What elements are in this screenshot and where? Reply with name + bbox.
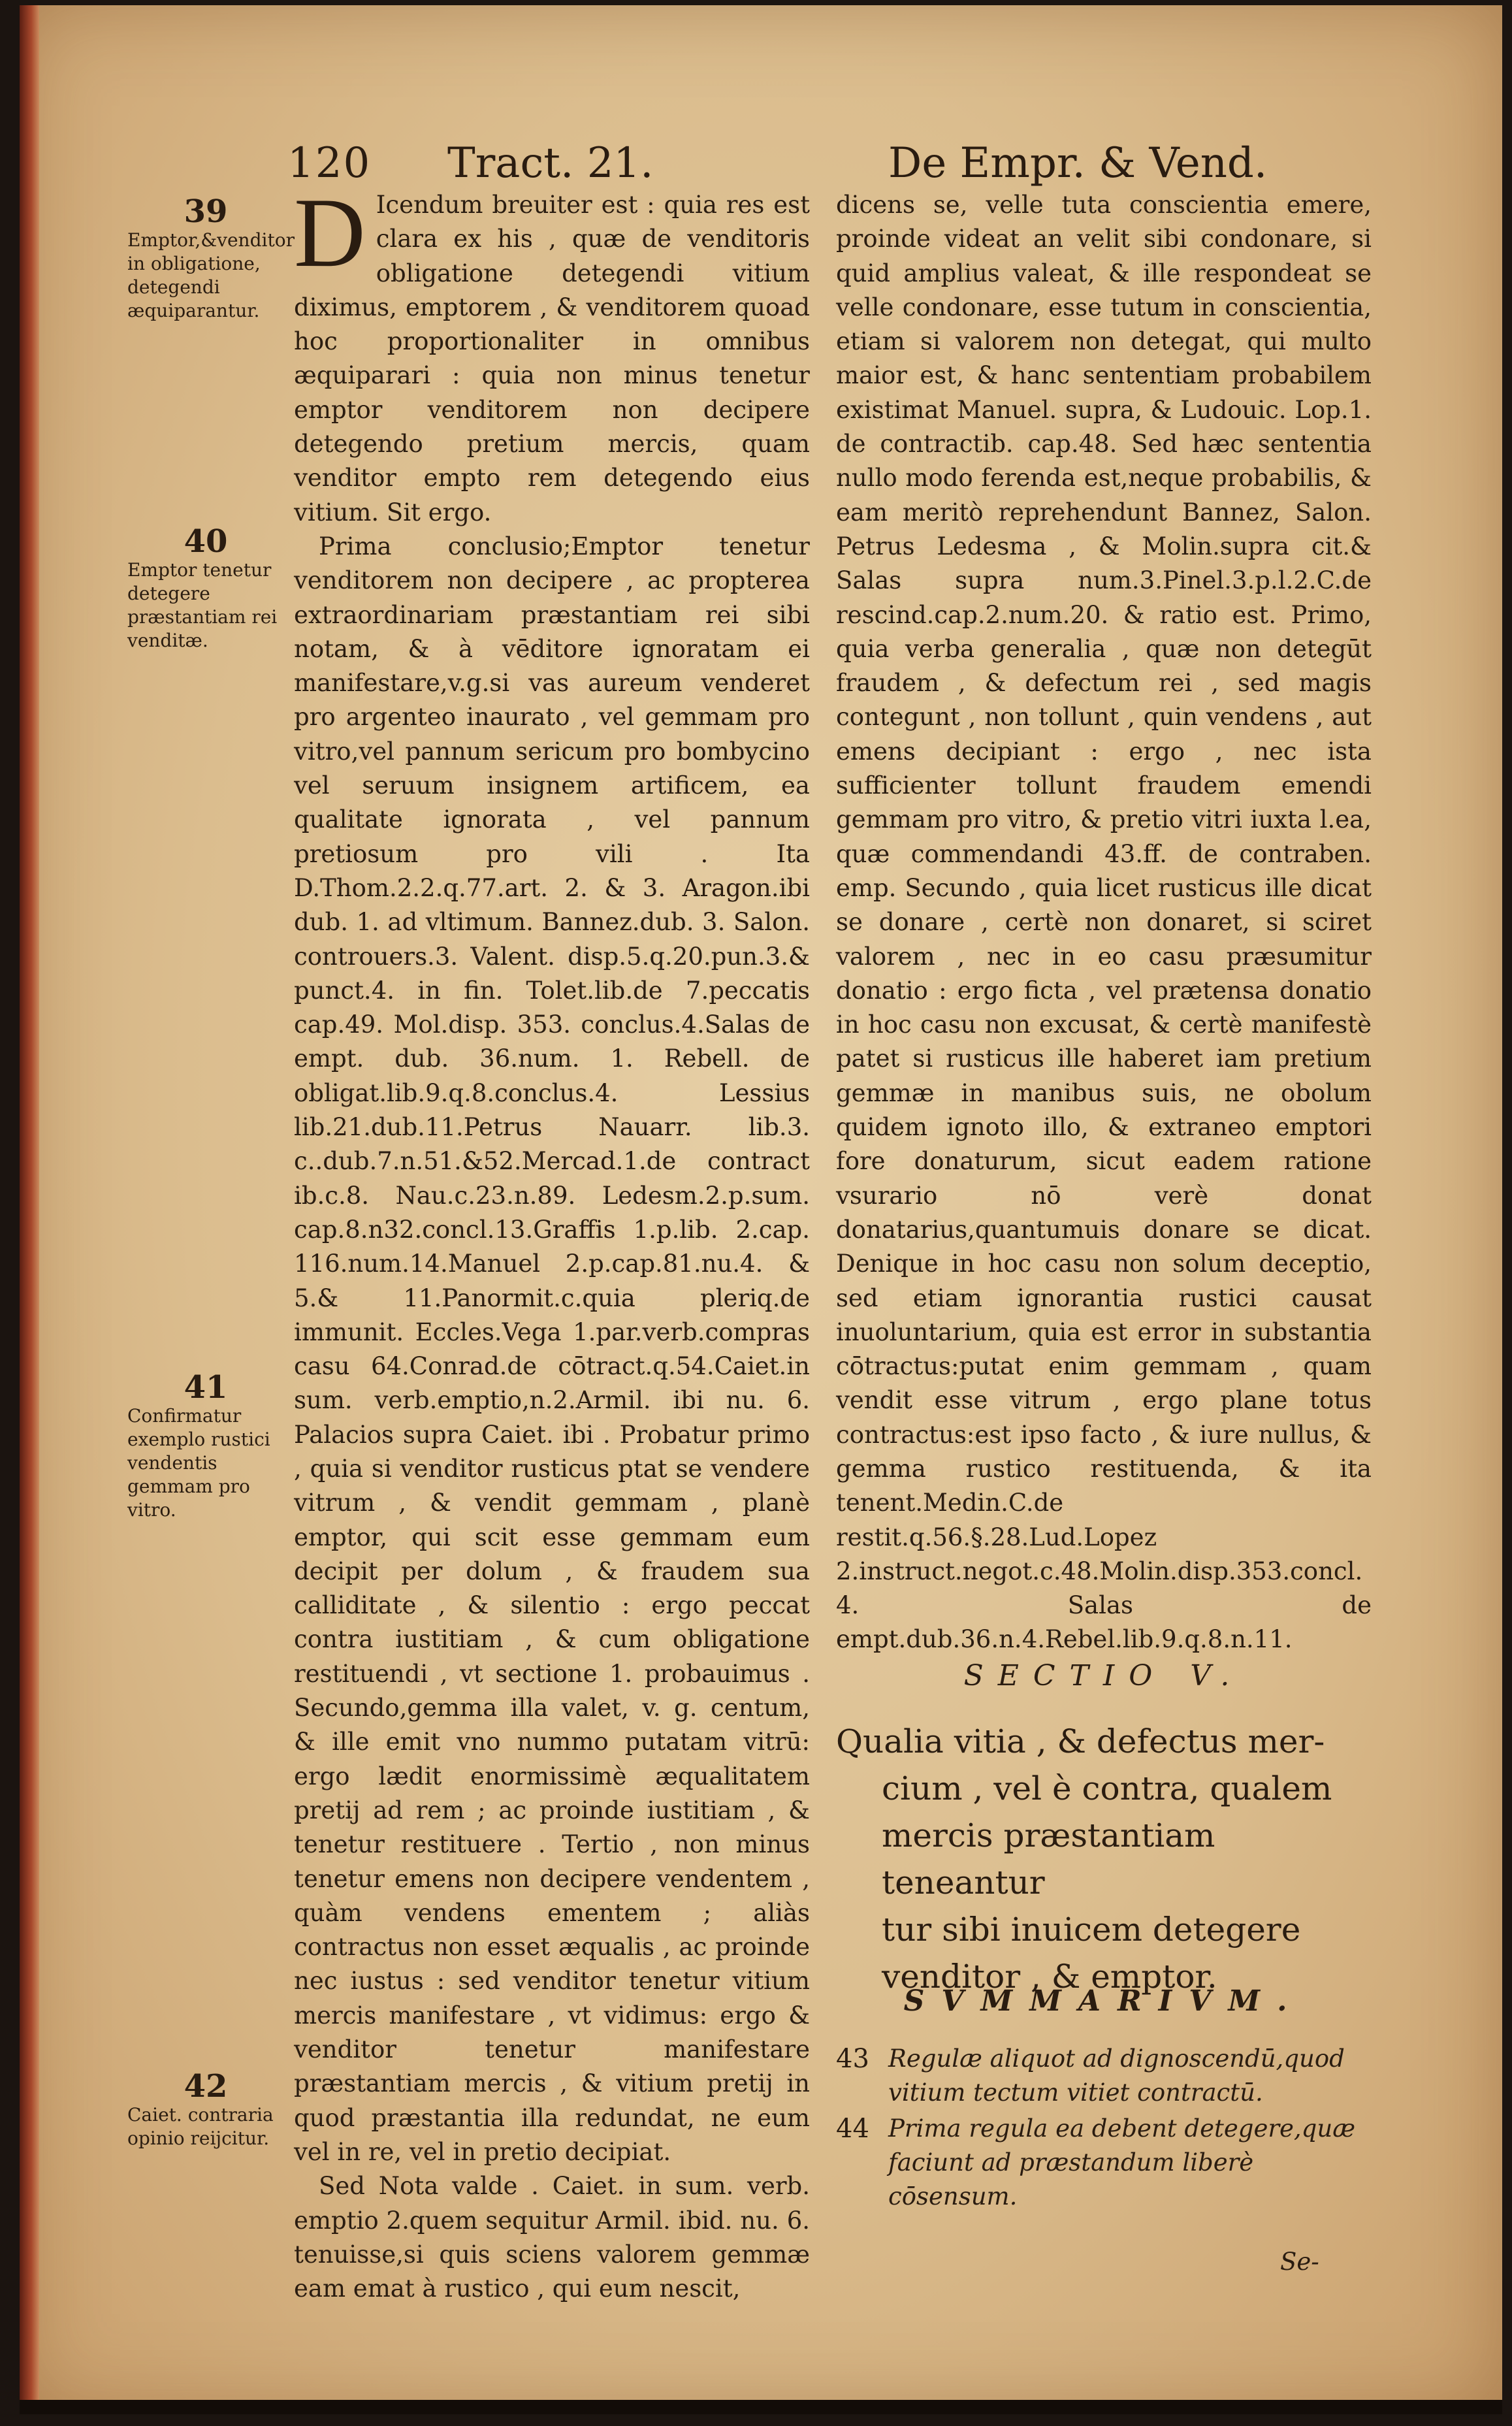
running-head-right: De Empr. & Vend. [888, 139, 1268, 187]
running-head-left: Tract. 21. [447, 139, 654, 187]
section-title-line: cium , vel è contra, qualem [882, 1770, 1332, 1807]
margin-note-42 [127, 2069, 284, 2150]
left-text-column [294, 178, 810, 2306]
summary-heading: SVMMARIVM. [903, 1984, 1304, 2018]
drop-cap: D [294, 178, 366, 287]
summary-item-number: 43 [836, 2044, 869, 2074]
margin-note-text: Emptor,&venditor in obligatione, detegendi æquiparantur. [127, 229, 295, 321]
book-page [20, 5, 1502, 2414]
section-title-line: mercis præstantiam teneantur [882, 1817, 1215, 1901]
summary-item-44 [836, 2112, 1372, 2214]
page-edge-left [20, 5, 39, 2414]
margin-note-39 [127, 193, 295, 323]
paragraph-intro: Icendum breuiter est : quia res est clara ex his , quæ de venditoris obligatione detegendi vitium diximus, emptorem , & venditorem quoad hoc proportionaliter in omnibus æquiparari : quia non minus tenetur emptor venditorem non decipere detegendo pretium mercis, quam venditor empto rem detegendo eius vitium. Sit ergo. [294, 191, 810, 526]
catchword: Se- [1280, 2248, 1319, 2276]
section-heading: SECTIO V. [963, 1659, 1244, 1692]
margin-note-number: 41 [184, 1369, 228, 1406]
margin-note-text: Caiet. contraria opinio reijcitur. [127, 2104, 274, 2149]
margin-note-number: 40 [184, 523, 228, 560]
summary-item-text: Regulæ aliquot ad dignoscendū,quod vitium tectum vitiet contractū. [888, 2045, 1345, 2107]
section-title-line: tur sibi inuicem detegere [882, 1911, 1301, 1949]
section-title-line: Qualia vitia , & defectus mer- [836, 1722, 1325, 1760]
page-edge-bottom [20, 2400, 1502, 2414]
margin-note-number: 39 [184, 193, 228, 230]
paragraph-continuation: dicens se, velle tuta conscientia emere, proinde videat an velit sibi condonare, si quid amplius valeat, & ille respondeat se velle condonare, esse tutum in conscientia, etiam si valorem non detegat, qui multo maior est, & hanc sententiam probabilem existimat Manuel. supra, & Ludouic. Lop.1. de contractib. cap.48. Sed hæc sententia nullo modo ferenda est,neque probabilis, & eam meritò reprehendunt Bannez, Salon. Petrus Ledesma , & Molin.supra cit.& Salas supra num.3.Pinel.3.p.l.2.C.de rescind.cap.2.num.20. & ratio est. Primo, quia verba generalia , quæ non detegūt fraudem , & defectum rei , sed magis contegunt , non tollunt , quin vendens , aut emens decipiant : ergo , nec ista sufficienter tollunt fraudem emendi gemmam pro vitro, & pretio vitri iuxta l.ea, quæ commendandi 43.ff. de contraben. emp. Secundo , quia licet rusticus ille dicat se donare , certè non donaret, si sciret valorem , nec in eo casu præsumitur donatio : ergo ficta , vel prætensa donatio in hoc casu non excusat, & certè manifestè patet si rusticus ille haberet iam pretium gemmæ in manibus suis, ne obolum quidem ignoto illo, & extraneo emptori fore donaturum, sicut eadem ratione vsurario nō verè donat donatarius,quantumuis donare se dicat. Denique in hoc casu non solum deceptio, sed etiam ignorantia rustici causat inuoluntarium, quia est error in substantia cōtractus:putat enim gemmam , quam vendit esse vitrum , ergo plane totus contractus:est ipso facto , & iure nullus, & gemma rustico restituenda, & ita tenent.Medin.C.de restit.q.56.§.28.Lud.Lopez 2.instruct.negot.c.48.Molin.disp.353.concl. 4. Salas de empt.dub.36.n.4.Rebel.lib.9.q.8.n.11. [836, 191, 1372, 1654]
summary-item-43 [836, 2042, 1372, 2110]
section-title [836, 1718, 1372, 2000]
paragraph-first-conclusion: Prima conclusio;Emptor tenetur venditorem non decipere , ac propterea extraordinariam præstantiam rei sibi notam, & à vēditore ignoratam ei manifestare,v.g.si vas aureum venderet pro argenteo inaurato , vel gemmam pro vitro,vel pannum sericum pro bombycino vel seruum insignem artificem, ea qualitate ignorata , vel pannum pretiosum pro vili . Ita D.Thom.2.2.q.77.art. 2. & 3. Aragon.ibi dub. 1. ad vltimum. Bannez.dub. 3. Salon. controuers.3. Valent. disp.5.q.20.pun.3.& punct.4. in fin. Tolet.lib.de 7.peccatis cap.49. Mol.disp. 353. conclus.4.Salas de empt. dub. 36.num. 1. Rebell. de obligat.lib.9.q.8.conclus.4. Lessius lib.21.dub.11.Petrus Nauarr. lib.3. c..dub.7.n.51.&52.Mercad.1.de contract ib.c.8. Nau.c.23.n.89. Ledesm.2.p.sum. cap.8.n32.concl.13.Graffis 1.p.lib. 2.cap. 116.num.14.Manuel 2.p.cap.81.nu.4. & 5.& 11.Panormit.c.quia pleriq.de immunit. Eccles.Vega 1.par.verb.compras casu 64.Conrad.de cōtract.q.54.Caiet.in sum. verb.emptio,n.2.Armil. ibi nu. 6. Palacios supra Caiet. ibi . Probatur primo , quia si venditor rusticus ptat se vendere vitrum , & vendit gemmam , planè emptor, qui scit esse gemmam eum decipit per dolum , & fraudem sua calliditate , & silentio : ergo peccat contra iustitiam , & cum obligatione restituendi , vt sectione 1. probauimus . Secundo,gemma illa valet, v. g. centum, & ille emit vno nummo putatam vitrū: ergo lædit enormissimè æqualitatem pretij ad rem ; ac proinde iustitiam , & tenetur restituere . Tertio , non minus tenetur emens non decipere vendentem , quàm vendens ementem ; aliàs contractus non esset æqualis , ac proinde nec iustus : sed venditor tenetur vitium mercis manifestare , vt vidimus: ergo & venditor tenetur manifestare præstantiam mercis , & vitium pretij in quod præstantia illa redundat, ne eum vel in re, vel in pretio decipiat. [294, 532, 810, 2166]
margin-note-text: Confirmatur exemplo rustici vendentis gemmam pro vitro. [127, 1405, 270, 1521]
margin-note-41 [127, 1370, 284, 1522]
running-head [20, 139, 1502, 191]
margin-note-40 [127, 525, 284, 653]
page-number: 120 [287, 139, 372, 187]
margin-note-number: 42 [184, 2068, 228, 2105]
summary-item-text: Prima regula ea debent detegere,quæ faciunt ad præstandum liberè cōsensum. [888, 2114, 1355, 2210]
summary-item-number: 44 [836, 2114, 869, 2144]
paragraph-note: Sed Nota valde . Caiet. in sum. verb. emptio 2.quem sequitur Armil. ibid. nu. 6. tenuisse,si quis sciens valorem gemmæ eam emat à rustico , qui eum nescit, [294, 2172, 810, 2303]
margin-note-text: Emptor tenetur detegere præstantiam rei venditæ. [127, 559, 278, 651]
right-text-column [836, 188, 1372, 1657]
section-title-line: venditor , & emptor. [882, 1958, 1217, 1996]
